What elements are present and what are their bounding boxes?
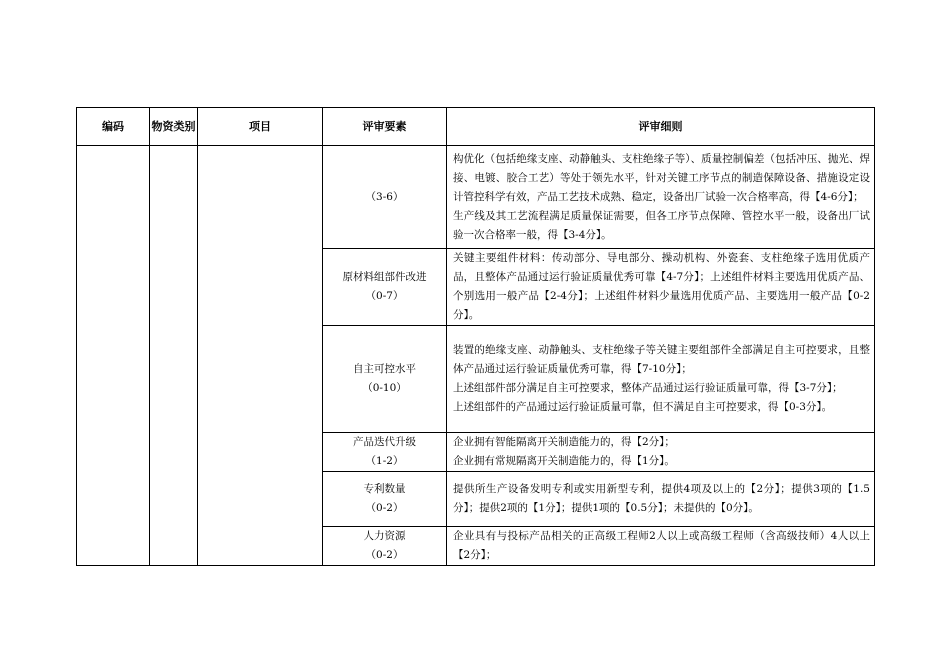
table-row	[77, 146, 875, 249]
detail-cell	[447, 249, 875, 326]
factor-range: （0-2）	[365, 549, 404, 561]
header-code: 编码	[77, 108, 150, 146]
header-category: 物资类别	[150, 108, 198, 146]
detail-text: 构优化（包括绝缘支座、动静触头、支柱绝缘子等）、质量控制偏差（包括冲压、抛光、焊接、电镀、胶合工艺）等处于领先水平，针对关键工序节点的制造保障设备、措施设定设计管控科学有效，产品工艺技术成熟、稳定，设备出厂试验一次合格率高，得【4-6分】；	[453, 152, 870, 203]
factor-cell	[323, 326, 447, 433]
header-factor: 评审要素	[323, 108, 447, 146]
factor-name: 原材料组部件改进	[342, 271, 427, 283]
detail-text: 企业拥有常规隔离开关制造能力的，得【1分】。	[453, 455, 675, 467]
detail-cell	[447, 146, 875, 249]
factor-cell	[323, 146, 447, 249]
header-item: 项目	[198, 108, 323, 146]
factor-cell	[323, 249, 447, 326]
item-cell	[198, 146, 323, 566]
detail-text: 关键主要组件材料：传动部分、导电部分、操动机构、外瓷套、支柱绝缘子选用优质产品，且整体产品通过运行验证质量优秀可靠【4-7分】；上述组件材料主要选用优质产品、个别选用一般产品【2-4分】；上述组件材料少量选用优质产品、主要选用一般产品【0-2分】。	[453, 252, 870, 321]
detail-text: 企业拥有智能隔离开关制造能力的，得【2分】；	[453, 436, 675, 448]
detail-text: 上述组部件部分满足自主可控要求，整体产品通过运行验证质量可靠，得【3-7分】；	[453, 382, 843, 394]
detail-text: 提供所生产设备发明专利或实用新型专利，提供4项及以上的【2分】；提供3项的【1.5分】；提供2项的【1分】；提供1项的【0.5分】；未提供的【0分】。	[453, 483, 870, 514]
detail-text: 上述组部件的产品通过运行验证质量可靠，但不满足自主可控要求，得【0-3分】。	[453, 401, 833, 413]
factor-name: 自主可控水平	[353, 363, 416, 375]
factor-name: 人力资源	[363, 530, 406, 542]
detail-cell	[447, 433, 875, 472]
factor-range: （0-10）	[362, 382, 407, 394]
factor-range: （0-2）	[365, 502, 404, 514]
factor-range: （1-2）	[365, 455, 404, 467]
factor-name: 产品迭代升级	[353, 436, 416, 448]
detail-cell	[447, 472, 875, 527]
detail-cell	[447, 326, 875, 433]
evaluation-table	[76, 107, 875, 566]
detail-text: 生产线及其工艺流程满足质量保证需要，但各工序节点保障、管控水平一般，设备出厂试验一次合格率一般，得【3-4分】。	[453, 209, 870, 241]
header-detail: 评审细则	[447, 108, 875, 146]
factor-range: （3-6）	[365, 190, 404, 203]
detail-text: 装置的绝缘支座、动静触头、支柱绝缘子等关键主要组部件全部满足自主可控要求，且整体产品通过运行验证质量优秀可靠，得【7-10分】；	[453, 344, 870, 375]
factor-cell	[323, 433, 447, 472]
factor-range: （0-7）	[365, 290, 404, 302]
factor-cell	[323, 472, 447, 527]
category-cell	[150, 146, 198, 566]
factor-name: 专利数量	[363, 483, 406, 495]
factor-cell	[323, 527, 447, 566]
detail-cell	[447, 527, 875, 566]
table-header-row	[77, 108, 875, 146]
detail-text: 企业具有与投标产品相关的正高级工程师2人以上或高级工程师（含高级技师）4人以上【2分】；	[453, 530, 870, 561]
code-cell	[77, 146, 150, 566]
